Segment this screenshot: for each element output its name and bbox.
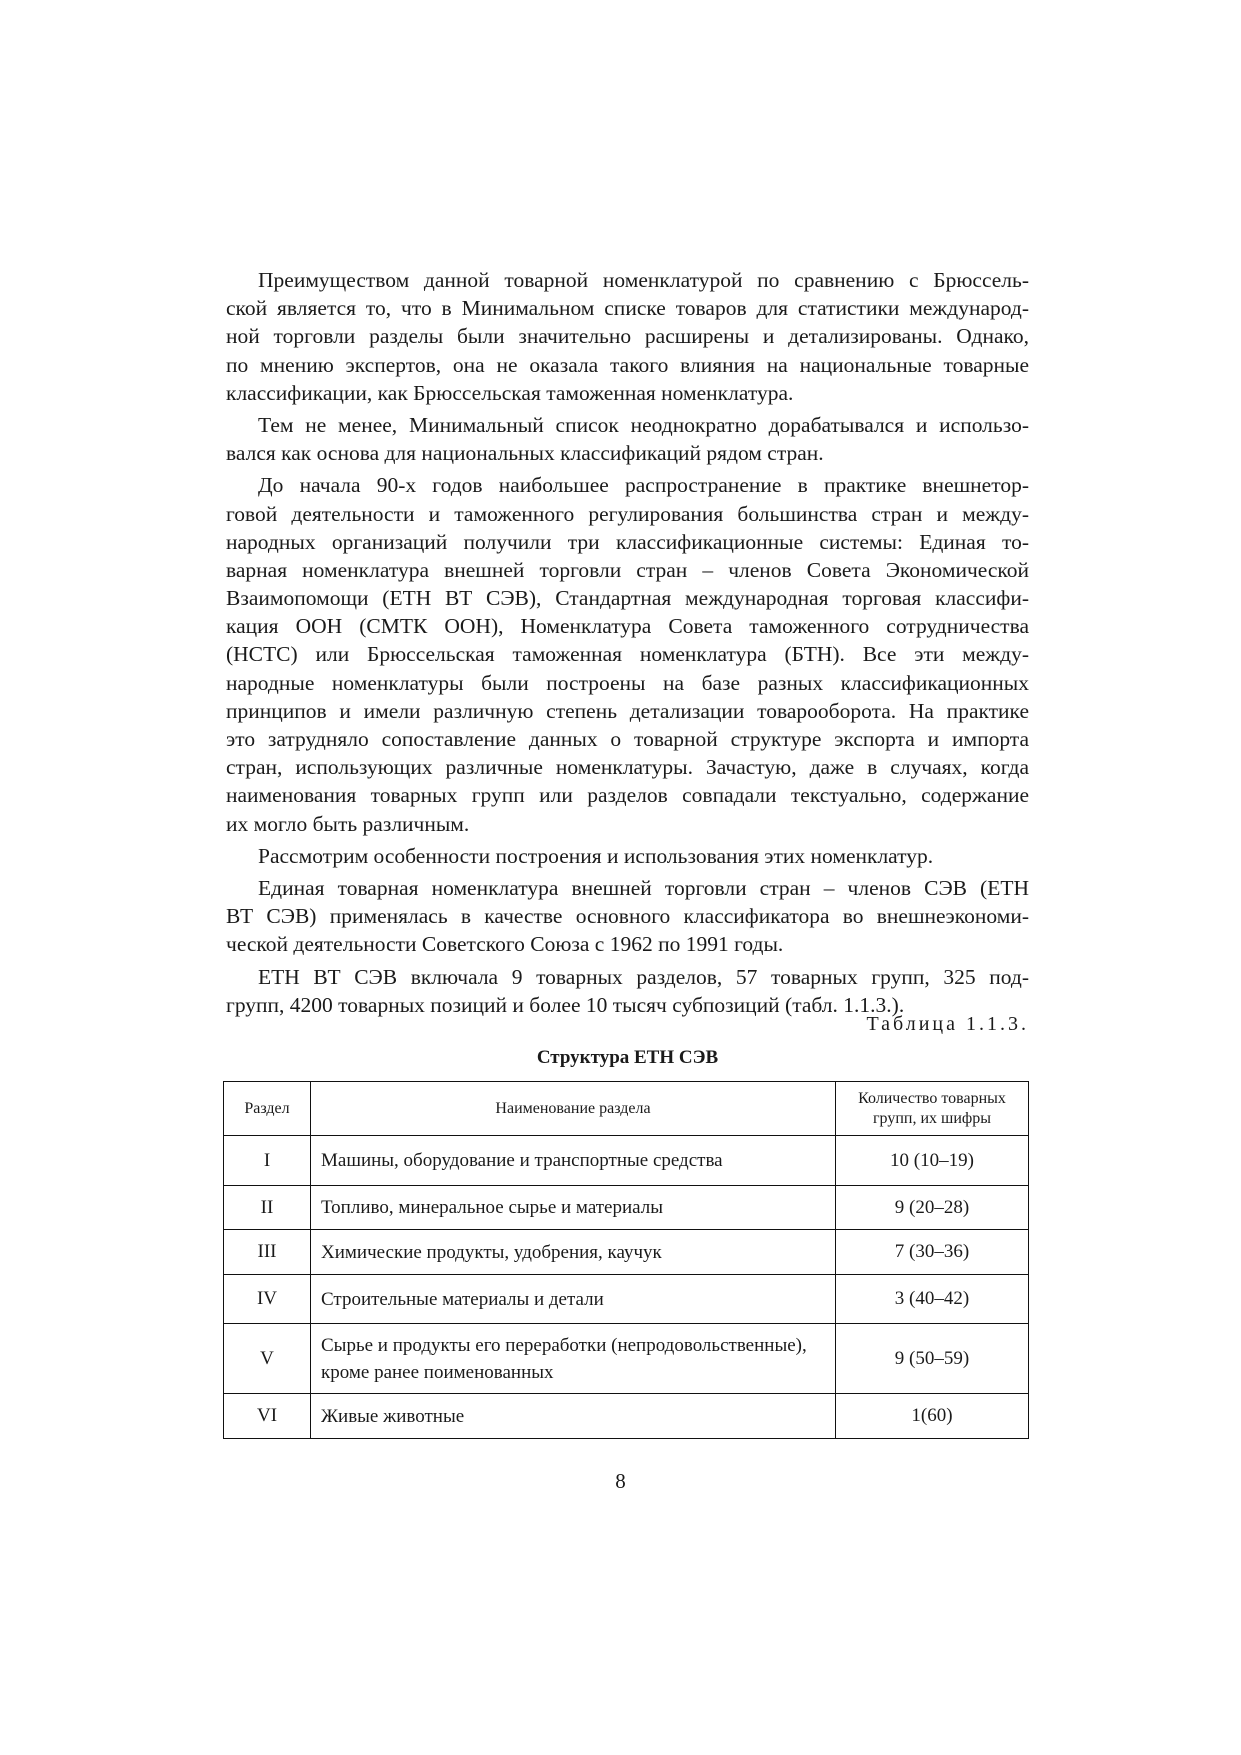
text-line: варная номенклатура внешней торговли стран – членов Совета Экономической	[226, 557, 1029, 582]
text-line: Тем не менее, Минимальный список неоднократно дорабатывался и использо-	[258, 412, 1029, 437]
text-line: классификации, как Брюссельская таможенная номенклатура.	[226, 380, 794, 405]
paragraph	[226, 963, 1029, 1019]
text-line: народных организаций получили три классификационные системы: Единая то-	[226, 529, 1029, 554]
table-number: Таблица 1.1.3.	[866, 1013, 1029, 1035]
text-line: по мнению экспертов, она не оказала такого влияния на национальные товарные	[226, 352, 1029, 377]
section-name: Сырье и продукты его переработки (непродовольственные), кроме ранее поименованных	[311, 1324, 836, 1394]
group-count: 10 (10–19)	[836, 1136, 1029, 1186]
section-name: Химические продукты, удобрения, каучук	[311, 1230, 836, 1275]
body-text	[226, 266, 1029, 1023]
section-number: IV	[224, 1275, 311, 1324]
section-name: Топливо, минеральное сырье и материалы	[311, 1186, 836, 1230]
text-line: принципов и имели различную степень детализации товарооборота. На практике	[226, 698, 1029, 723]
section-name: Машины, оборудование и транспортные средства	[311, 1136, 836, 1186]
page-number: 8	[615, 1469, 626, 1493]
group-count: 9 (20–28)	[836, 1186, 1029, 1230]
text-line: (НСТС) или Брюссельская таможенная номенклатура (БТН). Все эти между-	[226, 642, 1029, 667]
table-row	[224, 1324, 1029, 1394]
text-line: Взаимопомощи (ЕТН ВТ СЭВ), Стандартная международная торговая классифи-	[226, 586, 1029, 611]
section-name: Строительные материалы и детали	[311, 1275, 836, 1324]
text-line: их могло быть различным.	[226, 811, 470, 836]
header-section: Раздел	[224, 1082, 311, 1136]
header-groups: Количество товарных групп, их шифры	[836, 1082, 1029, 1136]
text-line: наименования товарных групп или разделов совпадали текстуально, содержание	[226, 783, 1029, 808]
paragraph	[226, 842, 1029, 870]
section-name: Живые животные	[311, 1394, 836, 1439]
table-caption: Структура ЕТН СЭВ	[536, 1047, 719, 1068]
section-number: III	[224, 1230, 311, 1275]
table-header-row	[224, 1082, 1029, 1136]
group-count: 7 (30–36)	[836, 1230, 1029, 1275]
text-line: ской является то, что в Минимальном списке товаров для статистики международ-	[226, 296, 1029, 321]
section-number: VI	[224, 1394, 311, 1439]
text-line: До начала 90-х годов наибольшее распространение в практике внешнетор-	[258, 473, 1029, 498]
section-number: II	[224, 1186, 311, 1230]
table-row	[224, 1275, 1029, 1324]
text-line: говой деятельности и таможенного регулирования большинства стран и между-	[226, 501, 1029, 526]
paragraph	[226, 874, 1029, 959]
text-line: кация ООН (СМТК ООН), Номенклатура Совета таможенного сотрудничества	[226, 614, 1029, 639]
text-line: Рассмотрим особенности построения и использования этих номенклатур.	[258, 843, 934, 868]
table-row	[224, 1230, 1029, 1275]
text-line: вался как основа для национальных классификаций рядом стран.	[226, 441, 824, 466]
text-line: групп, 4200 товарных позиций и более 10 тысяч субпозиций (табл. 1.1.3.).	[226, 992, 905, 1017]
text-line: стран, использующих различные номенклатуры. Зачастую, даже в случаях, когда	[226, 755, 1029, 780]
table-row	[224, 1394, 1029, 1439]
table-row	[224, 1136, 1029, 1186]
text-line: Единая товарная номенклатура внешней торговли стран – членов СЭВ (ЕТН	[258, 875, 1029, 900]
paragraph	[226, 471, 1029, 837]
group-count: 1(60)	[836, 1394, 1029, 1439]
paragraph	[226, 411, 1029, 467]
paragraph	[226, 266, 1029, 407]
header-name: Наименование раздела	[311, 1082, 836, 1136]
text-line: ческой деятельности Советского Союза с 1962 по 1991 годы.	[226, 932, 784, 957]
text-line: Преимуществом данной товарной номенклатурой по сравнению с Брюссель-	[258, 268, 1029, 292]
group-count: 9 (50–59)	[836, 1324, 1029, 1394]
table-row	[224, 1186, 1029, 1230]
structure-table	[223, 1081, 1029, 1439]
group-count: 3 (40–42)	[836, 1275, 1029, 1324]
section-number: I	[224, 1136, 311, 1186]
text-line: ЕТН ВТ СЭВ включала 9 товарных разделов, 57 товарных групп, 325 под-	[258, 964, 1029, 989]
section-number: V	[224, 1324, 311, 1394]
text-line: ВТ СЭВ) применялась в качестве основного классификатора во внешнеэкономи-	[226, 904, 1029, 929]
text-line: народные номенклатуры были построены на базе разных классификационных	[226, 670, 1029, 695]
text-line: ной торговли разделы были значительно расширены и детализированы. Однако,	[226, 324, 1029, 349]
text-line: это затрудняло сопоставление данных о товарной структуре экспорта и импорта	[226, 727, 1029, 751]
